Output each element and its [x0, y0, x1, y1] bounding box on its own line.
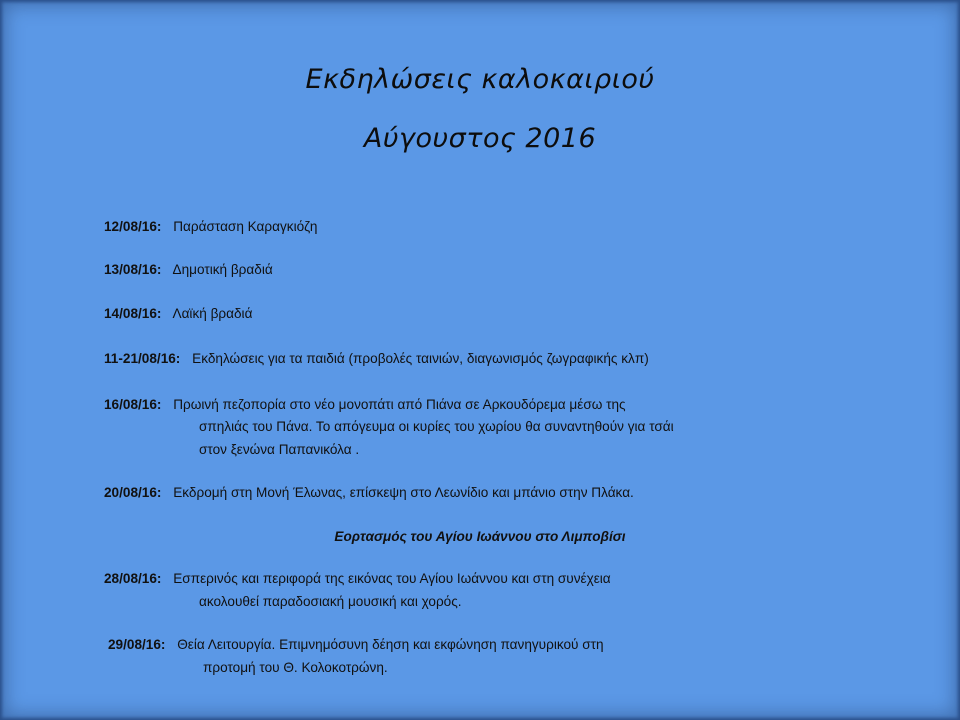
event-description: Εσπερινός και περιφορά της εικόνας του Αγίου Ιωάννου και στη συνέχεια: [173, 571, 611, 586]
event-description: Λαϊκή βραδιά: [172, 306, 253, 321]
event-description-continued: στον ξενώνα Παπανικόλα .: [199, 442, 360, 457]
event-item: [104, 346, 649, 371]
event-date: 12/08/16:: [104, 219, 162, 234]
event-item: [104, 566, 611, 591]
event-item: [104, 214, 318, 239]
event-item: [104, 257, 273, 282]
event-description: Παράσταση Καραγκιόζη: [173, 219, 318, 234]
event-date: 20/08/16:: [104, 485, 162, 500]
event-item: [108, 632, 604, 657]
event-description-continued: σπηλιάς του Πάνα. Το απόγευμα οι κυρίες του χωρίου θα συναντηθούν για τσάι: [199, 419, 674, 434]
event-description: Δημοτική βραδιά: [172, 262, 273, 277]
event-date: 14/08/16:: [104, 306, 162, 321]
section-heading: Εορτασμός του Αγίου Ιωάννου στο Λιμποβίσι: [334, 529, 626, 544]
event-date: 13/08/16:: [104, 262, 162, 277]
event-date: 16/08/16:: [104, 397, 162, 412]
event-description-continued: προτομή του Θ. Κολοκοτρώνη.: [203, 660, 388, 675]
event-item: [104, 480, 634, 505]
event-item: [104, 301, 252, 326]
event-description-continued: ακολουθεί παραδοσιακή μουσική και χορός.: [199, 594, 462, 609]
event-description: Πρωινή πεζοπορία στο νέο μονοπάτι από Πιάνα σε Αρκουδόρεμα μέσω της: [173, 397, 626, 412]
event-description: Εκδρομή στη Μονή Έλωνας, επίσκεψη στο Λεωνίδιο και μπάνιο στην Πλάκα.: [173, 485, 634, 500]
event-description: Εκδηλώσεις για τα παιδιά (προβολές ταινιών, διαγωνισμός ζωγραφικής κλπ): [192, 351, 649, 366]
event-description: Θεία Λειτουργία. Επιμνημόσυνη δέηση και εκφώνηση πανηγυρικού στη: [177, 637, 604, 652]
event-date: 11-21/08/16:: [104, 351, 181, 366]
page-subtitle: Αύγουστος 2016: [363, 123, 597, 154]
event-date: 29/08/16:: [108, 637, 166, 652]
page-title: Εκδηλώσεις καλοκαιριού: [305, 64, 655, 95]
event-date: 28/08/16:: [104, 571, 162, 586]
